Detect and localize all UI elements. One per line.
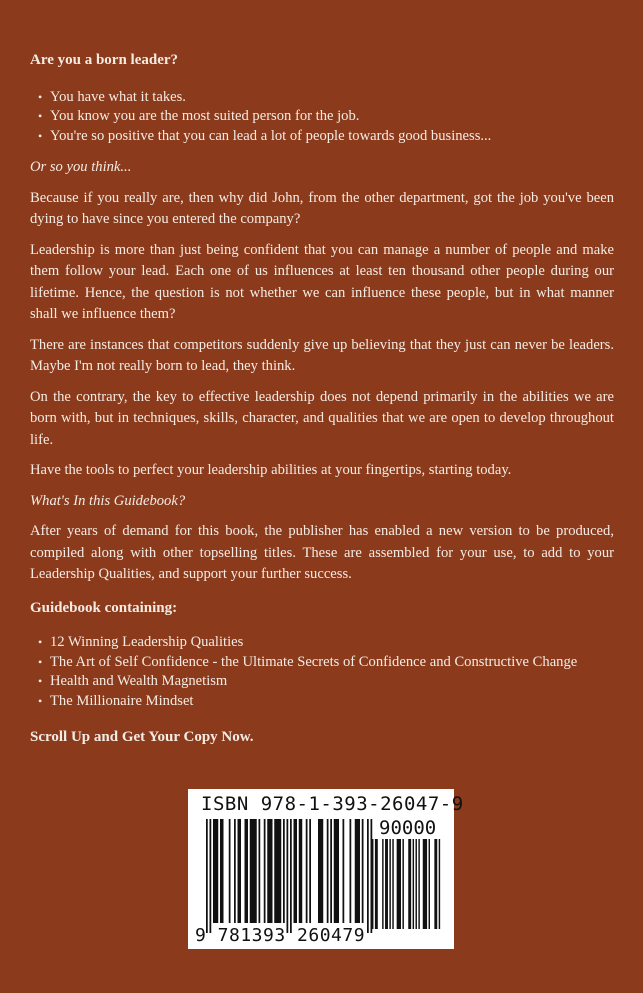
- ean-digits: 9 781393 260479: [195, 925, 366, 946]
- ean-bar: [330, 819, 332, 923]
- list-item: • The Millionaire Mindset: [30, 692, 614, 712]
- addon-bar: [418, 839, 419, 929]
- ean-bar: [267, 819, 272, 923]
- paragraph: Have the tools to perfect your leadership abilities at your fingertips, starting today.: [30, 462, 512, 478]
- whats-in-heading: What's In this Guidebook?: [30, 492, 186, 509]
- addon-bar: [372, 839, 373, 929]
- list-item: • You know you are the most suited person for the job.: [30, 107, 614, 127]
- intro-heading: Are you a born leader?: [30, 52, 179, 68]
- addon-bar: [397, 839, 401, 929]
- paragraph: After years of demand for this book, the publisher has enabled a new version to be produced, compiled along with other topselling titles. These are assembled for your use, to add to your Leadership Qualities, and support your further success.: [30, 523, 614, 582]
- addon-bar: [385, 839, 388, 929]
- paragraph: On the contrary, the key to effective leadership does not depend primarily in the abilities we are born with, but in techniques, skills, character, and qualities that we are open to develop throughout life.: [30, 388, 614, 448]
- paragraph: Because if you really are, then why did John, from the other department, got the job you've been dying to have since you entered the company?: [30, 189, 614, 227]
- intro-bullet-list: [30, 88, 614, 147]
- ean-bar: [355, 819, 360, 923]
- addon-bar: [429, 839, 430, 929]
- ean-bar: [210, 819, 212, 933]
- addon-bar: [375, 839, 378, 929]
- list-item: • The Art of Self Confidence - the Ultimate Secrets of Confidence and Constructive Change: [30, 653, 614, 673]
- back-cover-text: [30, 50, 614, 749]
- addon-bar: [408, 839, 411, 929]
- paragraph: Leadership is more than just being confident that you can manage a number of people and make them follow your lead. Each one of us influences at least ten thousand other people during our lifetime. Hence, the question is not whether we can influence these people, but in what manner shall we influence them?: [30, 241, 614, 322]
- ean-bar: [220, 819, 224, 923]
- ean-bar: [306, 819, 308, 923]
- list-item: • 12 Winning Leadership Qualities: [30, 633, 614, 653]
- addon-bar: [434, 839, 437, 929]
- ean-bar: [234, 819, 236, 923]
- ean-bar: [245, 819, 249, 923]
- ean-bar: [350, 819, 352, 923]
- ean-bar: [259, 819, 261, 923]
- list-item: • You have what it takes.: [30, 88, 614, 108]
- addon-bar: [402, 839, 403, 929]
- ean-bar: [334, 819, 339, 923]
- paragraph: There are instances that competitors suddenly give up believing that they just can never be leaders. Maybe I'm not really born to lead, they think.: [30, 336, 614, 374]
- price-code: 90000: [379, 817, 437, 839]
- ean-bar: [343, 819, 345, 923]
- ean-bar: [264, 819, 266, 923]
- ean-bar: [294, 819, 298, 923]
- ean-bar: [362, 819, 364, 923]
- list-item: • You're so positive that you can lead a lot of people towards good business...: [30, 127, 614, 147]
- isbn-label: ISBN 978-1-393-26047-9: [201, 793, 464, 815]
- list-item: • Health and Wealth Magnetism: [30, 672, 614, 692]
- ean-bar: [213, 819, 218, 923]
- guidebook-list: [30, 633, 614, 711]
- call-to-action: Scroll Up and Get Your Copy Now.: [30, 729, 254, 745]
- addon-bar: [389, 839, 390, 929]
- ean-bar: [274, 819, 281, 923]
- addon-bar: [416, 839, 417, 929]
- ean-bar: [250, 819, 257, 923]
- addon-bar: [382, 839, 383, 929]
- or-so-you-think: Or so you think...: [30, 159, 132, 175]
- ean-bar: [299, 819, 303, 923]
- ean-bar: [309, 819, 311, 923]
- isbn-barcode: [188, 789, 464, 949]
- ean-bar: [229, 819, 231, 923]
- addon-bar: [439, 839, 440, 929]
- ean-bar: [206, 819, 208, 933]
- addon-bar: [392, 839, 393, 929]
- ean-bar: [287, 819, 289, 933]
- addon-bar: [423, 839, 427, 929]
- ean-bar: [327, 819, 329, 923]
- ean-bar: [290, 819, 292, 933]
- ean-bar: [238, 819, 242, 923]
- ean-bar: [318, 819, 323, 923]
- guidebook-containing-heading: Guidebook containing:: [30, 599, 178, 616]
- ean-bar: [371, 819, 373, 933]
- ean-bar: [367, 819, 369, 933]
- addon-bar: [413, 839, 414, 929]
- ean-bar: [283, 819, 285, 923]
